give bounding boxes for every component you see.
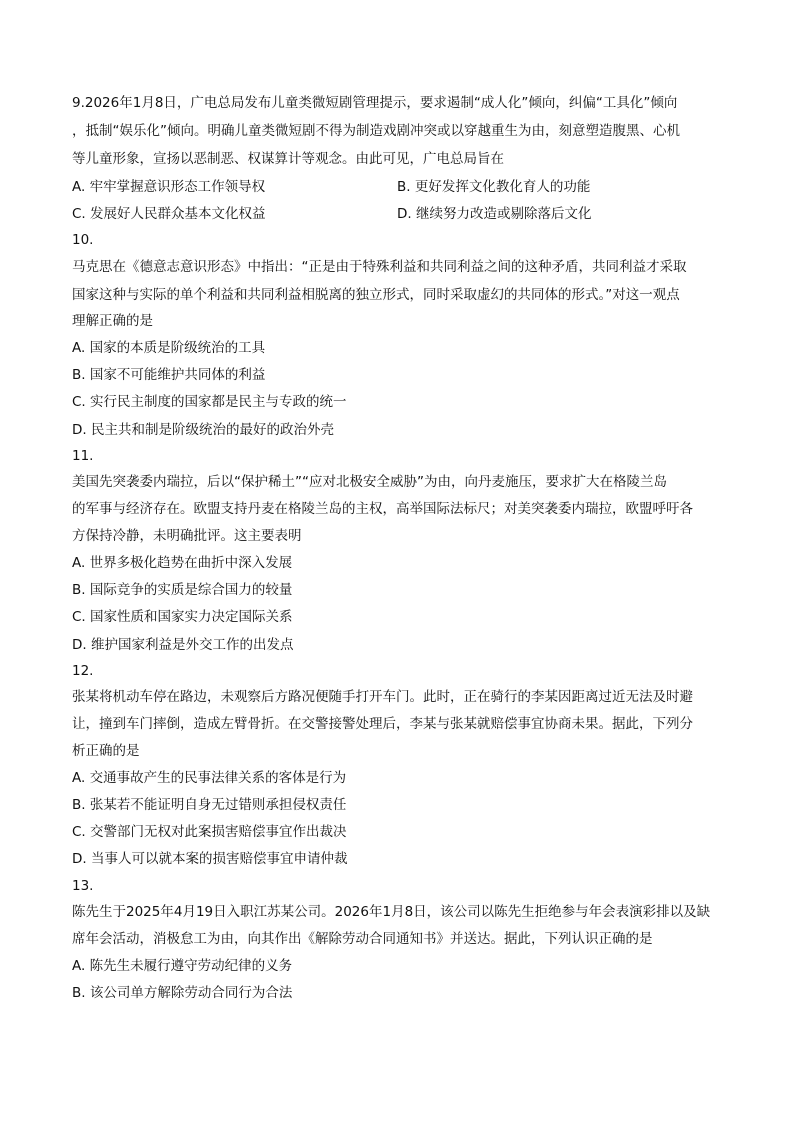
q13-stem-line-2: 席年会活动，消极怠工为由，向其作出《解除劳动合同通知书》并送达。据此，下列认识正确的是 xyxy=(72,931,653,947)
q10-stem-line-1: 马克思在《德意志意识形态》中指出：“正是由于特殊利益和共同利益之间的这种矛盾，共同利益才采取 xyxy=(72,259,687,275)
q9-option-d: D. 继续努力改造或剔除落后文化 xyxy=(397,206,592,222)
q12-option-d: D. 当事人可以就本案的损害赔偿事宜申请仲裁 xyxy=(72,851,348,867)
q12-option-a: A. 交通事故产生的民事法律关系的客体是行为 xyxy=(72,770,347,786)
q9-stem-line-3: 等儿童形象，宣扬以恶制恶、权谋算计等观念。由此可见，广电总局旨在 xyxy=(72,151,504,167)
q10-option-c: C. 实行民主制度的国家都是民主与专政的统一 xyxy=(72,394,347,410)
q12-stem-line-1: 张某将机动车停在路边，未观察后方路况便随手打开车门。此时，正在骑行的李某因距离过近无法及时避 xyxy=(72,689,693,705)
q9-option-c: C. 发展好人民群众基本文化权益 xyxy=(72,206,266,222)
q10-stem-line-2: 国家这种与实际的单个利益和共同利益相脱离的独立形式，同时采取虚幻的共同体的形式。”对这一观点 xyxy=(72,287,680,303)
q13-number: 13. xyxy=(72,878,94,894)
q10-option-d: D. 民主共和制是阶级统治的最好的政治外壳 xyxy=(72,422,334,438)
q11-stem-line-1: 美国先突袭委内瑞拉，后以“保护稀土”“应对北极安全威胁”为由，向丹麦施压，要求扩大在格陵兰岛 xyxy=(72,474,667,490)
q11-stem-line-3: 方保持冷静，未明确批评。这主要表明 xyxy=(72,528,302,544)
q13-stem-line-1: 陈先生于2025年4月19日入职江苏某公司。2026年1月8日，该公司以陈先生拒绝参与年会表演彩排以及缺 xyxy=(72,904,711,920)
q11-option-c: C. 国家性质和国家实力决定国际关系 xyxy=(72,609,293,625)
q10-number: 10. xyxy=(72,232,94,248)
q11-option-b: B. 国际竞争的实质是综合国力的较量 xyxy=(72,582,293,598)
q12-stem-line-2: 让，撞到车门摔倒，造成左臂骨折。在交警接警处理后，李某与张某就赔偿事宜协商未果。据此，下列分 xyxy=(72,716,693,732)
q9-option-b: B. 更好发挥文化教化育人的功能 xyxy=(397,179,591,195)
q11-number: 11. xyxy=(72,448,94,464)
q13-option-a: A. 陈先生未履行遵守劳动纪律的义务 xyxy=(72,958,293,974)
q11-stem-line-2: 的军事与经济存在。欧盟支持丹麦在格陵兰岛的主权，高举国际法标尺；对美突袭委内瑞拉，欧盟呼吁各 xyxy=(72,501,693,517)
q10-stem-line-3: 理解正确的是 xyxy=(72,313,153,329)
q10-option-b: B. 国家不可能维护共同体的利益 xyxy=(72,367,266,383)
q10-option-a: A. 国家的本质是阶级统治的工具 xyxy=(72,340,266,356)
q11-option-d: D. 维护国家利益是外交工作的出发点 xyxy=(72,637,294,653)
q13-option-b: B. 该公司单方解除劳动合同行为合法 xyxy=(72,985,293,1001)
q9-stem-line-2: ，抵制“娱乐化”倾向。明确儿童类微短剧不得为制造戏剧冲突或以穿越重生为由，刻意塑造腹黑、心机 xyxy=(72,123,680,139)
q12-option-c: C. 交警部门无权对此案损害赔偿事宜作出裁决 xyxy=(72,824,347,840)
q9-option-a: A. 牢牢掌握意识形态工作领导权 xyxy=(72,179,266,195)
q11-option-a: A. 世界多极化趋势在曲折中深入发展 xyxy=(72,555,293,571)
q12-number: 12. xyxy=(72,663,94,679)
q12-option-b: B. 张某若不能证明自身无过错则承担侵权责任 xyxy=(72,797,347,813)
q12-stem-line-3: 析正确的是 xyxy=(72,743,140,759)
q9-stem-line-1: 9.2026年1月8日，广电总局发布儿童类微短剧管理提示，要求遏制“成人化”倾向，纠偏“工具化”倾向 xyxy=(72,95,678,111)
